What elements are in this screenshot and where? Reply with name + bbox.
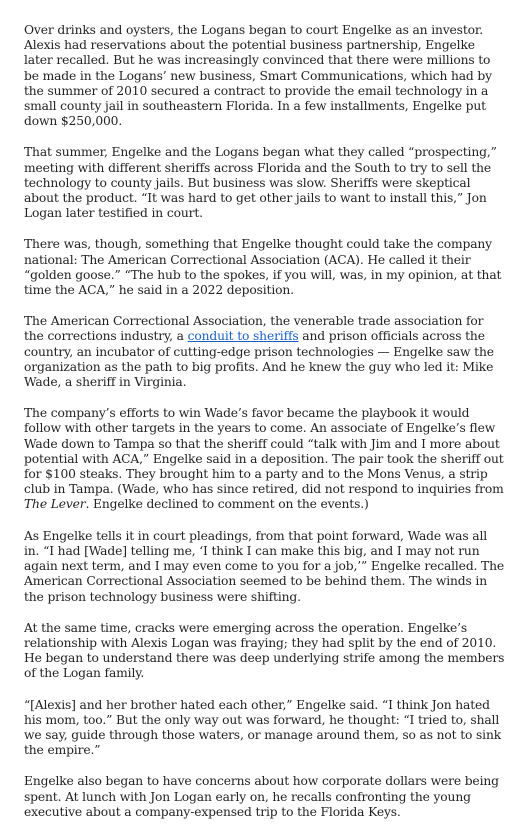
paragraph-8: “[Alexis] and her brother hated each other,” Engelke said. “I think Jon hated his mom, too.” But the only way out was forward, he thought: “I tried to, shall we say, guide through those waters, or manage around them, so as not to sink the empire.”	[24, 697, 502, 758]
paragraph-4	[24, 314, 506, 390]
publication-name: The Lever	[24, 497, 86, 512]
paragraph-5-text-start: The company’s efforts to win Wade’s favor became the playbook it would follow with other targets in the years to come. An associate of Engelke’s flew Wade down to Tampa so that the sheriff could “talk with Jim and I more about potential with ACA,” Engelke said in a deposition. The pair took the sheriff out for $100 steaks. They brought him to a party and to the Mons Venus, a strip club in Tampa. (Wade, who has since retired, did not respond to inquiries from	[24, 406, 504, 497]
paragraph-1: Over drinks and oysters, the Logans began to court Engelke as an investor. Alexis had reservations about the potential business partnership, Engelke later recalled. But he was increasingly convinced that there were millions to be made in the Logans’ new business, Smart Communications, which had by the summer of 2010 secured a contract to provide the email technology in a small county jail in southeastern Florida. In a few installments, Engelke put down $250,000.	[24, 23, 492, 129]
paragraph-9: Engelke also began to have concerns about how corporate dollars were being spent. At lunch with Jon Logan early on, he recalls confronting the young executive about a company-expensed trip to the Florida Keys.	[24, 774, 499, 819]
paragraph-6: As Engelke tells it in court pleadings, from that point forward, Wade was all in. “I had [Wade] telling me, ‘I think I can make this big, and I may not run again next term, and I may even come to you for a job,’” Engelke recalled. The American Correctional Association seemed to be behind them. The winds in the prison technology business were shifting.	[24, 528, 505, 604]
conduit-to-sheriffs-link[interactable]: conduit to sheriffs	[187, 329, 299, 344]
paragraph-7: At the same time, cracks were emerging across the operation. Engelke’s relationship with Alexis Logan was fraying; they had split by the end of 2010. He began to understand there was deep underlying strife among the members of the Logan family.	[24, 620, 505, 681]
paragraph-5	[24, 406, 506, 512]
paragraph-4-text-start: The American Correctional Association, the venerable trade association for the corrections industry, a	[24, 314, 484, 344]
paragraph-4-text-end: and prison officials across the country, an incubator of cutting-edge prison technologies — Engelke saw the organization as the path to big profits. And he knew the guy who led it: Mike Wade, a sheriff in Virginia.	[24, 329, 494, 390]
paragraph-3: There was, though, something that Engelke thought could take the company national: The American Correctional Association (ACA). He called it their “golden goose.” “The hub to the spokes, if you will, was, in my opinion, at that time the ACA,” he said in a 2022 deposition.	[24, 237, 502, 298]
paragraph-5-text-end: . Engelke declined to comment on the events.)	[85, 497, 369, 512]
article-body	[24, 23, 506, 836]
paragraph-2: That summer, Engelke and the Logans began what they called “prospecting,” meeting with different sheriffs across Florida and the South to try to sell the technology to county jails. But business was slow. Sheriffs were skeptical about the product. “It was hard to get other jails to want to install this,” Jon Logan later testified in court.	[24, 145, 497, 221]
